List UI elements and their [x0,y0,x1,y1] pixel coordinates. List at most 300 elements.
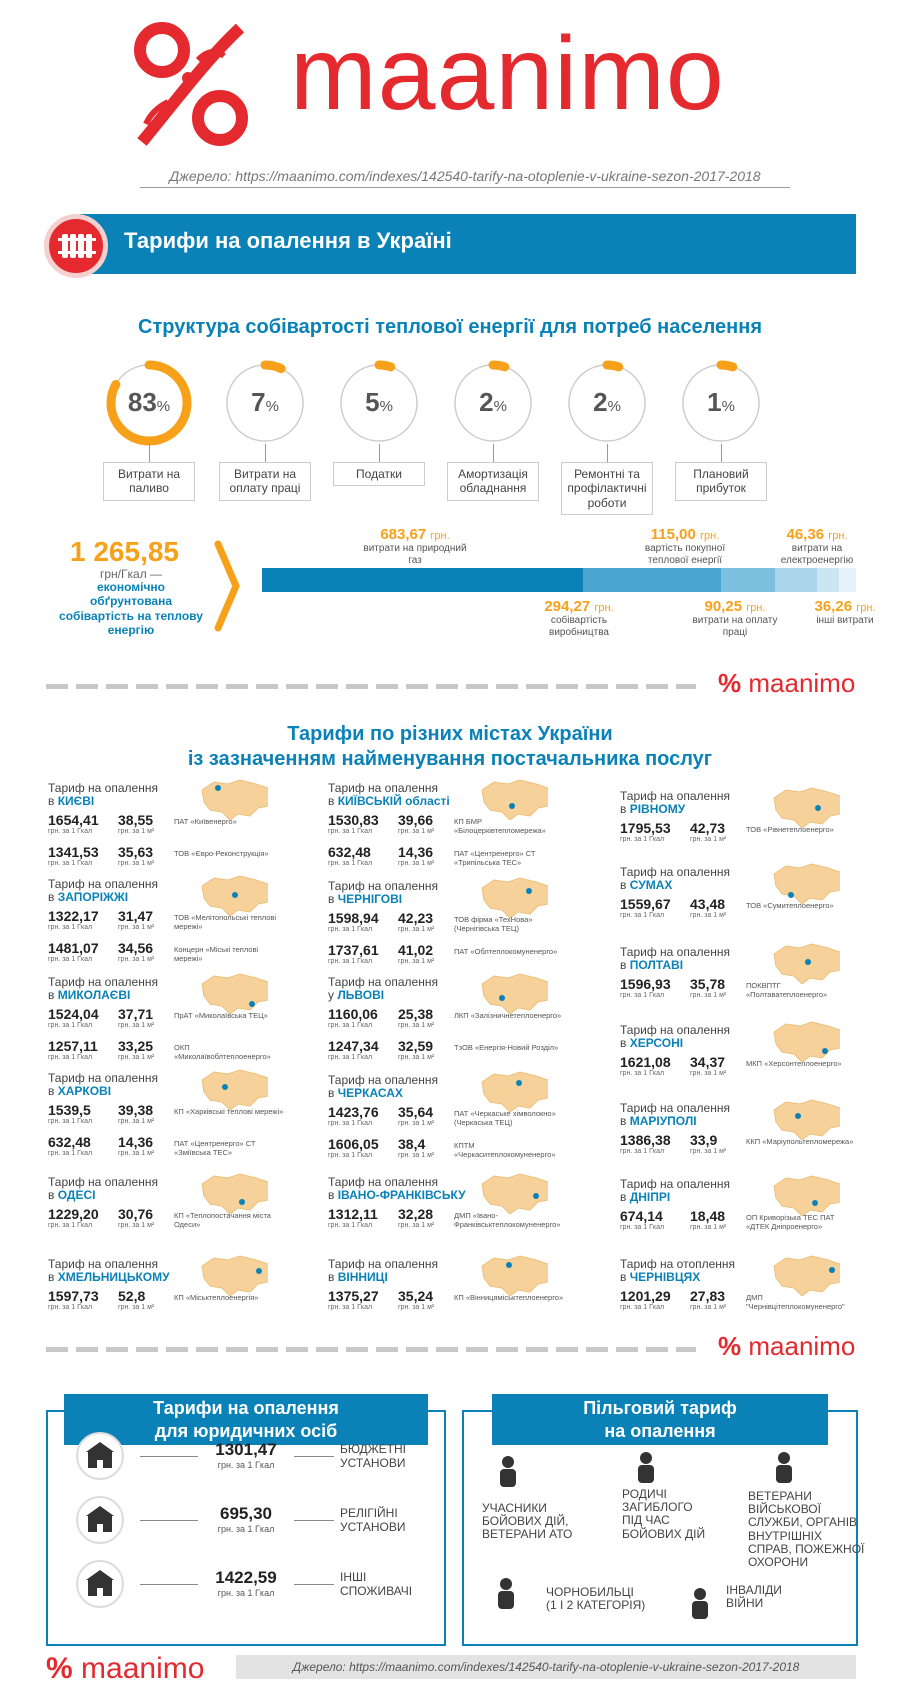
cost-callout-currency: грн. [430,530,450,542]
tariff-m2 [690,1208,726,1231]
tariff-m2-value: 30,76 [118,1206,154,1223]
legal-tariff-unit: грн. за 1 Гкал [217,1524,275,1534]
family-icon [628,1450,664,1486]
city-label-prefix: Тариф на опалення [620,945,730,959]
cost-bar-segment [775,568,817,592]
cost-callout [630,526,740,566]
tariff-m2-value: 42,23 [398,910,434,927]
source-url[interactable]: https://maanimo.com/indexes/142540-tarify-na-otoplenie-v-ukraine-sezon-2017-2018 [349,1660,800,1674]
city-label-line [328,795,598,808]
supplier-name: ККП «Маріупольтепломережа» [746,1137,854,1147]
tariff-row [328,844,598,874]
benefit-group-line: ВІЙСЬКОВОЇ [748,1502,821,1517]
city-name: ХМЕЛЬНИЦЬКОМУ [57,1270,170,1285]
cost-category-label: Ремонтні та профілактичні роботи [561,462,653,515]
city-label [620,1024,890,1050]
cost-callout-value [762,526,872,543]
city-label-prefix: Тариф на опалення [328,975,438,989]
percent-number: 7 [251,387,266,417]
tariff-gcal-value: 1201,29 [620,1288,671,1305]
tariff-gcal [620,820,671,843]
legal-tariff-unit: грн. за 1 Гкал [217,1460,275,1470]
city-preposition: в [48,1084,55,1099]
tariff-m2-unit: грн. за 1 м² [690,836,727,844]
supplier-name: КП «Теплопостачання міста Одеси» [174,1211,271,1229]
tariff-m2 [118,1288,154,1311]
tariff-m2-unit: грн. за 1 м² [398,1222,435,1230]
city-label-line [48,1189,318,1202]
tariff-row [328,1038,598,1068]
tariff-gcal-unit: грн. за 1 Гкал [328,958,373,966]
benefit-group-line: ЗАГИБЛОГО [622,1500,693,1515]
tariff-gcal-value: 674,14 [620,1208,663,1225]
tariff-m2-unit: грн. за 1 м² [398,1304,435,1312]
cost-bar-segment [262,568,583,592]
tariff-m2 [398,910,434,933]
tariff-m2 [118,1006,154,1029]
cost-category-label: Податки [333,462,425,486]
benefit-group-line: ВІЙНИ [726,1596,764,1611]
supplier-name: КПТМ «Черкаситеплокомуненерго» [454,1141,556,1159]
tariff-gcal [620,896,671,919]
tariff-m2-value: 25,38 [398,1006,434,1023]
tariff-row [328,910,598,940]
city-label-line [620,879,890,892]
city-label-prefix: Тариф на опалення [328,781,438,795]
tariff-m2-value: 35,64 [398,1104,434,1121]
cities-title [0,722,900,772]
tariff-gcal [328,844,372,867]
cost-callout-value [524,598,634,615]
tariff-gcal-unit: грн. за 1 Гкал [48,956,93,964]
city-tariff-block [328,1074,598,1166]
cost-callout-label: собівартість виробництва [549,615,609,638]
tariff-gcal-value: 632,48 [48,1134,91,1151]
city-preposition: в [48,1270,55,1285]
supplier-name: ТОВ фірма «ТехНова» (Чернігівська ТЕЦ) [454,915,533,933]
city-label-line [620,803,890,816]
tariff-m2 [398,1006,434,1029]
benefit-group-label [748,1490,864,1569]
legal-category-label [340,1570,412,1598]
tariff-gcal [620,976,671,999]
city-label-line [328,1271,598,1284]
tariff-gcal [328,910,379,933]
city-label-line [48,1085,318,1098]
chevron-right-icon [212,540,242,632]
tariff-m2-unit: грн. за 1 м² [118,924,155,932]
city-label-line [620,959,890,972]
city-preposition: в [620,1270,627,1285]
tariff-gcal-unit: грн. за 1 Гкал [328,1054,373,1062]
tariff-gcal [620,1132,671,1155]
tariff-m2 [398,942,434,965]
tariff-gcal [328,1206,378,1229]
city-label [48,976,318,1002]
source-url[interactable]: https://maanimo.com/indexes/142540-tarify-na-otoplenie-v-ukraine-sezon-2017-2018 [235,168,761,184]
cost-category-label: Плановий прибуток [675,462,767,501]
tariff-m2-unit: грн. за 1 м² [118,956,155,964]
benefit-group-line: РОДИЧІ [622,1487,667,1501]
tariff-row [328,1104,598,1134]
cost-bar-segment [721,568,775,592]
tariff-gcal-unit: грн. за 1 Гкал [620,1070,665,1078]
tariff-row [48,1288,318,1318]
tariff-row [620,820,890,850]
city-label-line [620,1037,890,1050]
wheelchair-icon [682,1586,718,1622]
city-label-prefix: Тариф на опалення [48,1257,158,1271]
city-name: КИЄВІ [57,794,95,809]
cost-callout [680,598,790,638]
city-preposition: в [48,890,55,905]
city-name: ІВАНО-ФРАНКІВСЬКУ [337,1188,466,1203]
tariff-row [48,940,318,970]
benefit-group-line: ВЕТЕРАНИ [748,1489,812,1503]
cost-callout [762,526,872,566]
tariff-m2-unit: грн. за 1 м² [690,1148,727,1156]
tariff-gcal-unit: грн. за 1 Гкал [48,1054,93,1062]
percent-unit: % [265,398,279,415]
city-tariff-block [328,880,598,972]
percent-number: 2 [593,387,608,417]
brand-logo-footer-text: maanimo [81,1652,205,1685]
supplier-name: КП «Вінницяміськтеплоенерго» [454,1293,564,1303]
tariff-m2 [398,1104,434,1127]
tariff-m2-value: 42,73 [690,820,726,837]
legal-title-line1: Тарифи на опалення [153,1398,339,1418]
tariff-m2-unit: грн. за 1 м² [398,1022,435,1030]
tariff-gcal-value: 1596,93 [620,976,671,993]
tariff-gcal-unit: грн. за 1 Гкал [328,1152,373,1160]
tariff-m2-unit: грн. за 1 м² [118,1054,155,1062]
tariff-gcal [620,1054,671,1077]
tariff-m2 [118,812,154,835]
city-preposition: в [620,958,627,973]
tariff-m2 [118,908,154,931]
tariff-row [620,1132,890,1162]
tariff-m2 [398,812,434,835]
city-name: ЧЕРНІГОВІ [337,892,403,907]
supplier-name: ЛКП «Залізничнетеплоенерго» [454,1011,562,1021]
benefit-group-line: (1 І 2 КАТЕГОРІЯ) [546,1598,646,1613]
tariff-gcal-value: 1597,73 [48,1288,99,1305]
legal-category-line2: СПОЖИВАЧІ [340,1584,413,1598]
city-label-prefix: Тариф на опалення [620,1023,730,1037]
tariff-gcal-value: 1229,20 [48,1206,99,1223]
cost-category-label: Амортизація обладнання [447,462,539,501]
supplier-name: ПрАТ «Миколаївська ТЕЦ» [174,1011,268,1021]
tariff-m2-unit: грн. за 1 м² [118,1118,155,1126]
cost-callout-currency: грн. [746,602,766,614]
tariff-m2-value: 32,28 [398,1206,434,1223]
tariff-gcal-value: 1598,94 [328,910,379,927]
cost-callout-value [630,526,740,543]
percent-unit: % [721,398,735,415]
tariff-row [328,812,598,842]
tariff-gcal [328,1104,379,1127]
city-preposition: в [620,1190,627,1205]
tariff-m2-value: 34,37 [690,1054,726,1071]
tariff-row [48,812,318,842]
city-label [48,878,318,904]
cost-bar-segment [839,568,856,592]
connector-line [294,1584,334,1585]
benefit-title-line1: Пільговий тариф [583,1398,737,1418]
percent-value [678,387,764,418]
page-title: Тарифи на опалення в Україні [124,228,452,253]
city-label-prefix: Тариф на опалення [48,1175,158,1189]
tariff-row [328,1206,598,1236]
tariff-gcal [48,844,99,867]
city-name: ЛЬВОВІ [337,988,385,1003]
tariff-m2 [118,1206,154,1229]
percent-unit: % [379,398,393,415]
percent-value [564,387,650,418]
tariff-row [48,908,318,938]
supplier-name: КП «Харківські теплові мережі» [174,1107,284,1117]
tariff-gcal-value: 1312,11 [328,1206,378,1223]
supplier-name: ПАТ «Київенерго» [174,817,237,827]
brand-logo-small-text: maanimo [748,668,856,698]
tariff-m2-value: 38,55 [118,812,154,829]
tariff-m2-unit: грн. за 1 м² [690,1224,727,1232]
source-line-top[interactable] [140,168,790,188]
tariff-gcal-unit: грн. за 1 Гкал [48,924,93,932]
tariff-gcal [620,1288,671,1311]
supplier-name: ПОКВПТГ «Полтаватеплоенерго» [746,981,828,999]
tariff-m2-value: 43,48 [690,896,726,913]
tariff-gcal [48,1206,99,1229]
tariff-gcal-value: 1795,53 [620,820,671,837]
tariff-gcal-unit: грн. за 1 Гкал [328,1222,373,1230]
tariff-gcal-value: 1257,11 [48,1038,98,1055]
city-name: ХАРКОВІ [57,1084,112,1099]
benefit-group-line: БОЙОВИХ ДІЙ [622,1526,706,1541]
city-label-line [48,795,318,808]
city-name: ВІННИЦІ [337,1270,388,1285]
city-label-line [48,989,318,1002]
city-label-line [48,1271,318,1284]
tariff-m2 [118,1038,154,1061]
supplier-name: ПАТ «Черкаське хімволокно» (Черкаська ТЕЦ) [454,1109,556,1127]
city-label-prefix: Тариф на опалення [328,1257,438,1271]
city-label [328,1176,598,1202]
cost-callout-number: 683,67 [380,526,427,543]
city-label [328,976,598,1002]
tariff-m2 [118,940,154,963]
city-label [620,790,890,816]
percent-number: 5 [365,387,380,417]
tariff-row [48,1134,318,1164]
tariff-row [620,896,890,926]
legal-category-label [340,1442,406,1470]
city-label-line [328,893,598,906]
supplier-name: ПАТ «Центренерго» СТ «Трипільська ТЕС» [454,849,536,867]
percent-number: 1 [707,387,722,417]
city-name: ЧЕРКАСАХ [337,1086,403,1101]
city-name: ЧЕРНІВЦЯХ [629,1270,701,1285]
tariff-row [328,942,598,972]
city-tariff-block [620,1178,890,1238]
brand-logo-small: % maanimo [718,1331,856,1361]
cities-title-line1: Тарифи по різних містах України [287,723,613,745]
source-label: Джерело: [292,1660,346,1674]
connector-line [607,444,608,462]
tariff-row [48,844,318,874]
tariff-m2 [398,1136,434,1159]
city-label [48,1258,318,1284]
city-label [328,1258,598,1284]
tariff-row [48,1006,318,1036]
benefit-group-label [482,1502,572,1542]
supplier-name: КП «Міськтеплоенергія» [174,1293,259,1303]
city-preposition: у [328,988,334,1003]
benefit-group-line: УЧАСНИКИ [482,1501,547,1515]
tariff-m2-value: 37,71 [118,1006,154,1023]
cost-callout-label: вартість покупної теплової енергії [644,543,726,566]
tariff-m2-unit: грн. за 1 м² [690,992,727,1000]
benefit-tariff-header [492,1394,828,1445]
tariff-row [620,1288,890,1318]
city-label [620,946,890,972]
cost-callout-currency: грн. [594,602,614,614]
tariff-gcal-value: 1160,06 [328,1006,378,1023]
tariff-m2 [118,844,154,867]
cost-callout-label: витрати на електроенергію [780,543,854,566]
tariff-gcal-unit: грн. за 1 Гкал [328,1120,373,1128]
tariff-gcal-unit: грн. за 1 Гкал [48,1304,93,1312]
tariff-m2-unit: грн. за 1 м² [398,926,435,934]
city-label [48,1072,318,1098]
city-label [620,1178,890,1204]
supplier-name: ПАТ «Центренерго» СТ «Зміївська ТЕС» [174,1139,256,1157]
tariff-gcal-value: 1375,27 [328,1288,379,1305]
cost-callout-number: 294,27 [544,598,591,615]
legal-category-line1: БЮДЖЕТНІ [340,1442,407,1456]
tariff-row [620,1208,890,1238]
tariff-gcal [48,812,99,835]
tariff-gcal-unit: грн. за 1 Гкал [620,912,665,920]
tariff-m2-unit: грн. за 1 м² [690,1304,727,1312]
city-tariff-block [328,976,598,1068]
connector-line [493,444,494,462]
tariff-m2-value: 33,9 [690,1132,718,1149]
tariff-gcal-value: 1621,08 [620,1054,671,1071]
supplier-name: ТОВ «Сумитеплоенерго» [746,901,834,911]
connector-line [149,444,150,462]
tariff-m2-value: 34,56 [118,940,154,957]
benefit-group-line: ЧОРНОБИЛЬЦІ [546,1585,634,1599]
tariff-m2 [118,1102,154,1125]
city-preposition: в [48,1188,55,1203]
tariff-m2 [118,1134,154,1157]
cost-callout [790,598,900,627]
tariff-m2-value: 39,38 [118,1102,154,1119]
supplier-name: ТзОВ «Енергія-Новий Розділ» [454,1043,559,1053]
tariff-gcal-unit: грн. за 1 Гкал [328,1022,373,1030]
tariff-gcal [48,1006,99,1029]
city-label [328,782,598,808]
cost-callout [524,598,634,638]
tariff-gcal-unit: грн. за 1 Гкал [48,828,93,836]
tariff-gcal-value: 1530,83 [328,812,379,829]
tariff-m2 [690,1132,726,1155]
tariff-m2-value: 35,63 [118,844,154,861]
cost-callout-currency: грн. [856,602,876,614]
dashed-separator [46,684,696,689]
cities-title-line2: із зазначенням найменування постачальника послуг [187,748,713,770]
benefit-group-line: ВНУТРІШНІХ [748,1528,822,1543]
city-label-line [48,891,318,904]
city-name: МАРІУПОЛІ [629,1114,697,1129]
benefit-group-line: ВЕТЕРАНИ АТО [482,1527,573,1542]
cost-callout-value [360,526,470,543]
tariff-m2-value: 14,36 [398,844,434,861]
percent-unit: % [156,398,171,415]
tariff-gcal [328,1006,378,1029]
city-preposition: в [48,794,55,809]
cost-callout-currency: грн. [699,530,720,542]
tariff-m2-unit: грн. за 1 м² [398,828,435,836]
tariff-m2-value: 32,59 [398,1038,434,1055]
supplier-name: ОП Криворізька ТЕС ПАТ «ДТЕК Дніпроенерго» [746,1213,835,1231]
connector-line [721,444,722,462]
connector-line [140,1584,198,1585]
supplier-name: ДМП "Чернівцітеплокомуненерго" [746,1293,845,1311]
city-label-prefix: Тариф на опалення [620,1177,730,1191]
percent-value [222,387,308,418]
source-line-bottom[interactable] [236,1655,856,1679]
cost-callout-number: 115,00 [650,526,696,543]
percent-number: 2 [479,387,494,417]
tariff-m2-value: 18,48 [690,1208,726,1225]
tariff-m2-unit: грн. за 1 м² [118,860,155,868]
tariff-m2-unit: грн. за 1 м² [118,1022,155,1030]
tariff-m2-unit: грн. за 1 м² [398,1054,435,1062]
brand-logo-text: maanimo [290,16,725,132]
city-name: СУМАХ [629,878,673,893]
cost-category-label: Витрати на паливо [103,462,195,501]
city-name: ЗАПОРІЖЖІ [57,890,129,905]
tariff-gcal-unit: грн. за 1 Гкал [48,860,93,868]
city-label [620,866,890,892]
tariff-gcal [48,940,99,963]
percent-value [106,387,192,418]
city-tariff-block [620,790,890,850]
tariff-m2-unit: грн. за 1 м² [690,1070,727,1078]
tariff-row [620,976,890,1006]
source-label: Джерело: [169,168,232,184]
building-icon [76,1560,124,1608]
city-name: ДНІПРІ [629,1190,671,1205]
city-name: ОДЕСІ [57,1188,96,1203]
city-tariff-block [328,1258,598,1318]
brand-logo-small-text: maanimo [748,1331,856,1361]
tariff-m2-value: 35,78 [690,976,726,993]
connector-line [265,444,266,462]
soldier-icon [490,1454,526,1490]
tariff-m2-value: 39,66 [398,812,434,829]
cost-callout-number: 90,25 [704,598,743,615]
city-label-line [328,989,598,1002]
city-tariff-block [328,1176,598,1236]
tariff-row [620,1054,890,1084]
city-label-line [620,1191,890,1204]
city-label-line [620,1115,890,1128]
city-tariff-block [48,1176,318,1236]
legal-tariff-value: 695,30 [220,1504,272,1523]
